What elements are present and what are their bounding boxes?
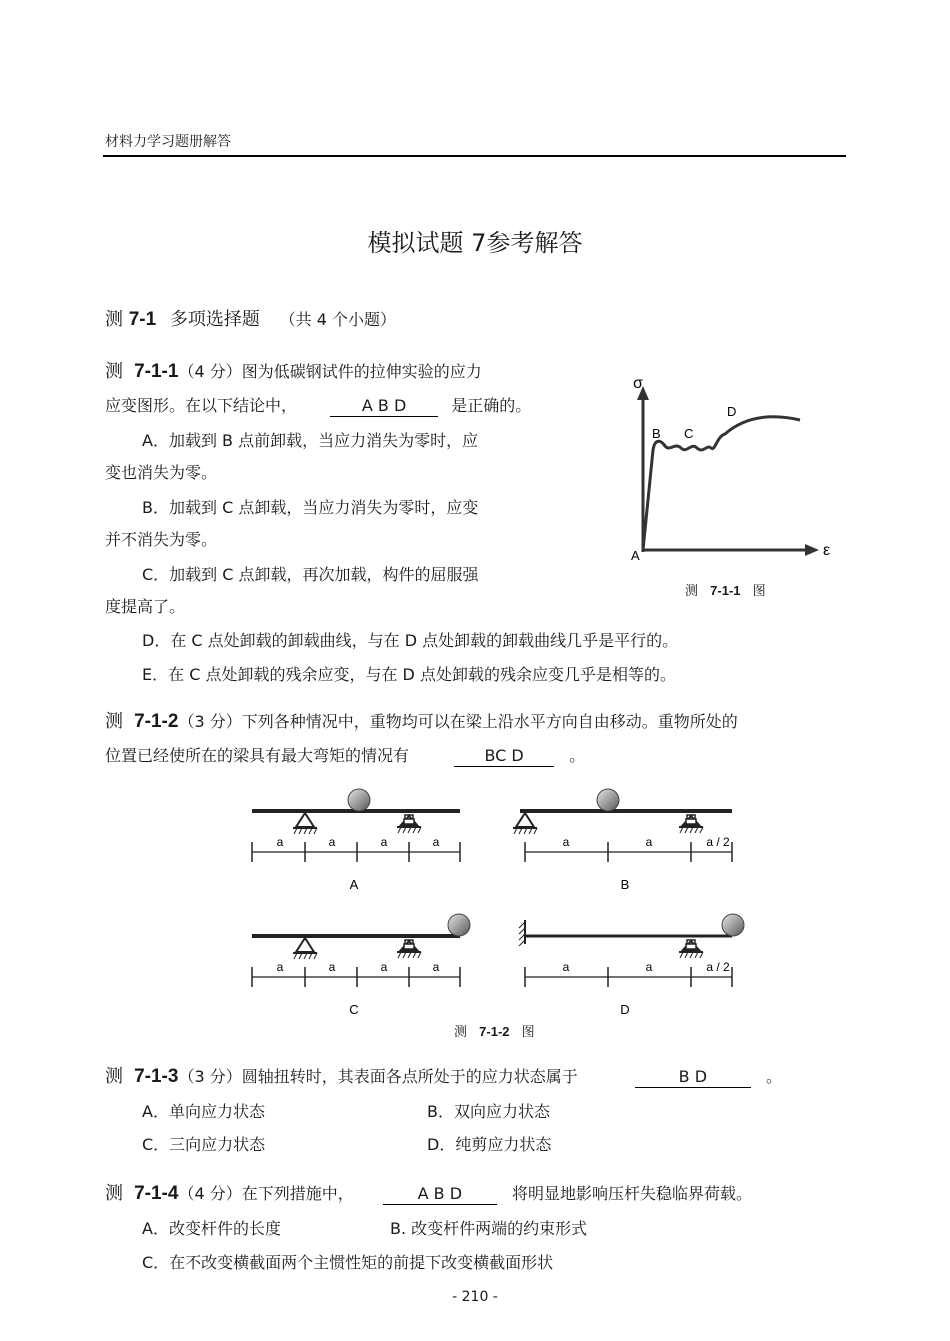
dim-label: a xyxy=(328,960,336,974)
sigma-label: σ xyxy=(633,375,643,392)
pin-support xyxy=(513,813,537,834)
dim-label: a xyxy=(380,835,388,849)
dim-label: a xyxy=(645,960,653,974)
q1-option-a-cont: 变也消失为零。 xyxy=(105,463,218,482)
q2-text: 下列各种情况中，重物均可以在梁上沿水平方向自由移动。重物所处的 xyxy=(241,712,738,731)
q2-line1 xyxy=(105,712,738,732)
q1-option-b: B．加载到 C 点卸载，当应力消失为零时，应变 xyxy=(142,498,479,517)
q4-text-2: 将明显地影响压杆失稳临界荷载。 xyxy=(511,1184,752,1203)
weight-ball xyxy=(348,789,370,811)
q3-text: 圆轴扭转时，其表面各点所处于的应力状态属于 xyxy=(241,1067,578,1086)
q1-option-c: C．加载到 C 点卸载，再次加载，构件的屈服强 xyxy=(142,565,479,584)
beam-figure xyxy=(240,780,760,1020)
q2-prefix: 测 xyxy=(105,711,123,732)
point-b-label: B xyxy=(652,426,661,441)
q1-option-a: A．加载到 B 点前卸载，当应力消失为零时，应 xyxy=(142,431,479,450)
running-header: 材料力学习题册解答 xyxy=(105,134,231,150)
figure-1-caption-prefix: 测 xyxy=(685,584,699,599)
dim-label: a xyxy=(562,960,570,974)
q1-option-d: D．在 C 点处卸载的卸载曲线，与在 D 点处卸载的卸载曲线几乎是平行的。 xyxy=(142,631,679,650)
section-prefix: 测 xyxy=(105,309,123,330)
figure-2-caption-suffix: 图 xyxy=(521,1025,535,1040)
page-number: - 210 - xyxy=(452,1289,498,1305)
figure-2-caption xyxy=(454,1021,535,1040)
q1-text-2: 应变图形。在以下结论中， xyxy=(105,396,298,415)
q3-number: 7-1-3 xyxy=(134,1066,179,1087)
q2-answer: BC D xyxy=(454,746,554,767)
q1-prefix: 测 xyxy=(105,361,123,382)
pin-support xyxy=(293,813,317,834)
weight-ball xyxy=(722,914,744,936)
case-label-b: B xyxy=(620,877,630,892)
dim-label: a xyxy=(432,835,440,849)
weight-ball xyxy=(448,914,470,936)
q3-option-c: C．三向应力状态 xyxy=(142,1135,266,1154)
case-label-d: D xyxy=(620,1002,630,1017)
q1-line2 xyxy=(105,396,531,417)
q4-text: 在下列措施中， xyxy=(241,1184,354,1203)
figure-1-caption xyxy=(685,580,766,599)
dim-label: a xyxy=(562,835,570,849)
dim-label: a xyxy=(276,960,284,974)
q3-prefix: 测 xyxy=(105,1066,123,1087)
q4-answer: A B D xyxy=(383,1184,497,1205)
q3-text-2: 。 xyxy=(765,1067,782,1086)
q3-option-d: D．纯剪应力状态 xyxy=(427,1135,552,1154)
epsilon-label: ε xyxy=(823,542,831,559)
weight-ball xyxy=(597,789,619,811)
roller-support xyxy=(679,815,703,833)
section-count: （共 4 个小题） xyxy=(279,310,397,329)
dim-label: a xyxy=(432,960,440,974)
stress-strain-curve xyxy=(643,417,800,550)
q1-number: 7-1-1 xyxy=(134,361,179,382)
q3-answer: B D xyxy=(635,1067,751,1088)
beam-case-a xyxy=(252,789,460,892)
q1-option-c-cont: 度提高了。 xyxy=(105,597,186,616)
pin-support xyxy=(293,938,317,959)
section-title: 多项选择题 xyxy=(169,309,260,330)
dim-label: a / 2 xyxy=(706,960,730,974)
x-axis-arrow xyxy=(805,544,819,556)
dim-label: a / 2 xyxy=(706,835,730,849)
point-d-label: D xyxy=(727,404,737,419)
point-a-label: A xyxy=(631,548,640,563)
q4-line1 xyxy=(105,1184,752,1205)
q4-score: （4 分） xyxy=(178,1184,242,1203)
q4-option-a: A．改变杆件的长度 xyxy=(142,1219,281,1238)
figure-1-caption-suffix: 图 xyxy=(752,584,766,599)
q1-text-3: 是正确的。 xyxy=(451,396,532,415)
q1-answer: A B D xyxy=(330,396,438,417)
roller-support xyxy=(679,940,703,958)
q4-option-b: B. 改变杆件两端的约束形式 xyxy=(390,1219,588,1238)
beam-case-d xyxy=(519,914,744,1017)
q1-line1 xyxy=(105,362,482,382)
stress-strain-figure xyxy=(615,370,840,570)
case-label-a: A xyxy=(349,877,359,892)
case-label-c: C xyxy=(349,1002,359,1017)
section-number: 7-1 xyxy=(128,309,157,330)
q1-option-e: E．在 C 点处卸载的残余应变，与在 D 点处卸载的残余应变几乎是相等的。 xyxy=(142,665,676,684)
q1-score: （4 分） xyxy=(178,362,242,381)
figure-1-caption-number: 7-1-1 xyxy=(710,583,741,598)
q4-prefix: 测 xyxy=(105,1183,123,1204)
dim-label: a xyxy=(645,835,653,849)
dim-label: a xyxy=(380,960,388,974)
figure-2-caption-number: 7-1-2 xyxy=(479,1024,510,1039)
q2-text-2: 位置已经使所在的梁具有最大弯矩的情况有 xyxy=(105,746,410,765)
q3-option-a: A．单向应力状态 xyxy=(142,1102,265,1121)
dim-label: a xyxy=(276,835,284,849)
figure-2-caption-prefix: 测 xyxy=(454,1025,468,1040)
page-title: 模拟试题 7参考解答 xyxy=(367,229,583,257)
q3-line1 xyxy=(105,1067,782,1088)
q3-option-b: B．双向应力状态 xyxy=(427,1102,550,1121)
q2-score: （3 分） xyxy=(178,712,242,731)
fixed-wall xyxy=(519,920,525,946)
q4-number: 7-1-4 xyxy=(134,1183,179,1204)
q2-text-3: 。 xyxy=(569,746,586,765)
q2-number: 7-1-2 xyxy=(134,711,179,732)
header-rule xyxy=(103,155,846,157)
beam-case-b xyxy=(513,789,732,892)
point-c-label: C xyxy=(684,426,694,441)
section-heading xyxy=(105,310,396,330)
q3-score: （3 分） xyxy=(178,1067,242,1086)
dim-label: a xyxy=(328,835,336,849)
beam-case-c xyxy=(252,914,470,1017)
q4-option-c: C．在不改变横截面两个主惯性矩的前提下改变横截面形状 xyxy=(142,1253,554,1272)
q1-option-b-cont: 并不消失为零。 xyxy=(105,530,218,549)
roller-support xyxy=(397,815,421,833)
q1-text: 图为低碳钢试件的拉伸实验的应力 xyxy=(241,362,482,381)
q2-line2 xyxy=(105,746,585,767)
roller-support xyxy=(397,940,421,958)
